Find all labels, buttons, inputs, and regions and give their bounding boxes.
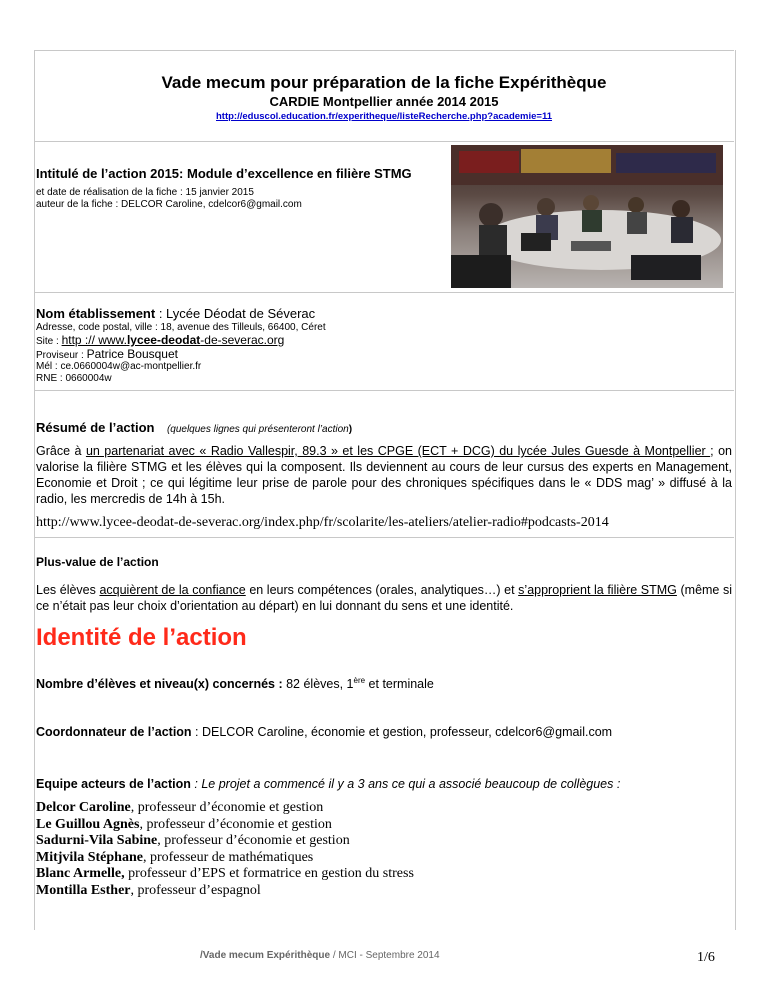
resume-label: Résumé de l’action — [36, 420, 155, 435]
pv-3: (même si ce n’était pas leur choix d’orientation au départ) en lui donnant du sens et une identité. — [36, 583, 732, 613]
proviseur-label: Proviseur : — [36, 350, 87, 361]
proviseur-line — [36, 347, 178, 361]
etablissement-value: : Lycée Déodat de Séverac — [155, 306, 316, 321]
eleves-value: 82 élèves, 1 — [282, 677, 354, 692]
plusvalue-paragraph — [36, 582, 732, 614]
resume-heading — [36, 419, 352, 437]
membre-name: Mitjvila Stéphane — [36, 849, 143, 865]
coord-label: Coordonnateur de l’action — [36, 725, 192, 739]
equipe-line — [36, 777, 620, 791]
membre-item — [36, 817, 414, 834]
footer-bold: /Vade mecum Expérithèque — [200, 950, 331, 961]
footer-text — [200, 950, 440, 961]
eleves-tail: et terminale — [365, 677, 434, 692]
coordonnateur-line — [36, 725, 612, 739]
membre-item — [36, 883, 414, 900]
rne-line: RNE : 0660004w — [36, 373, 112, 384]
class-photo-image — [451, 145, 723, 288]
resume-partner-link: un partenariat avec « Radio Vallespir, 89.3 » et les CPGE (ECT + DCG) du lycée Jules Guesde à Montpellier — [85, 444, 711, 458]
section-divider — [34, 141, 734, 142]
equipe-value: : Le projet a commencé il y a 3 ans ce qui a associé beaucoup de collègues : — [190, 777, 621, 791]
etablissement-heading — [36, 306, 315, 321]
date-line: et date de réalisation de la fiche : 15 janvier 2015 — [36, 187, 254, 198]
podcast-url[interactable]: http://www.lycee-deodat-de-severac.org/index.php/fr/scolarite/les-ateliers/atelier-radio#podcasts-2014 — [36, 515, 609, 530]
membre-role: , professeur d’économie et gestion — [139, 816, 332, 832]
intitule-value: : Module d’excellence en filière STMG — [179, 166, 412, 181]
page-title: Vade mecum pour préparation de la fiche Expérithèque — [161, 73, 607, 92]
membre-name: Blanc Armelle, — [36, 866, 125, 881]
experitheque-link[interactable]: http://eduscol.education.fr/experitheque/listeRecherche.php?academie=11 — [215, 111, 553, 122]
mel-line: Mél : ce.0660004w@ac-montpellier.fr — [36, 361, 202, 372]
membre-item — [36, 833, 414, 850]
site-label: Site : — [36, 336, 62, 347]
membre-role: , professeur de mathématiques — [142, 849, 314, 865]
section-divider — [34, 292, 734, 293]
eleves-label: Nombre d’élèves et niveau(x) concernés : — [36, 677, 283, 692]
page-number: 1/6 — [697, 950, 715, 965]
coord-value: : DELCOR Caroline, économie et gestion, professeur, cdelcor6@gmail.com — [191, 725, 613, 739]
footer-rest: / MCI - Septembre 2014 — [330, 950, 440, 961]
adresse-line: Adresse, code postal, ville : 18, avenue des Tilleuls, 66400, Céret — [36, 322, 326, 333]
eleves-sup: ère — [353, 676, 366, 685]
resume-start: Grâce à — [36, 444, 86, 458]
auteur-line: auteur de la fiche : DELCOR Caroline, cdelcor6@gmail.com — [36, 199, 302, 210]
section-divider — [34, 537, 734, 538]
pv-1: Les élèves — [36, 583, 100, 597]
membre-name: Montilla Esther — [36, 882, 131, 898]
membres-list — [36, 800, 414, 899]
class-photo — [451, 145, 723, 288]
pv-1-u: acquièrent de la confiance — [99, 583, 246, 597]
membre-role: , professeur d’économie et gestion — [130, 800, 324, 815]
resume-hint-close: ) — [348, 424, 353, 435]
intitule-heading — [36, 166, 412, 181]
section-divider — [34, 390, 734, 391]
membre-name: Sadurni-Vila Sabine — [36, 833, 158, 848]
membre-role: , professeur d’espagnol — [130, 882, 261, 898]
resume-paragraph — [36, 443, 732, 507]
identite-heading: Identité de l’action — [36, 624, 247, 651]
resume-hint: (quelques lignes qui présenteront l’action — [166, 424, 349, 435]
site-link[interactable] — [62, 333, 285, 347]
intitule-label: Intitulé de l’action 2015 — [36, 166, 180, 181]
membre-name: Le Guillou Agnès — [36, 816, 140, 832]
site-line — [36, 333, 284, 347]
etablissement-label: Nom établissement — [36, 306, 156, 321]
membre-item — [36, 866, 414, 883]
equipe-label: Equipe acteurs de l’action — [36, 777, 191, 791]
site-link-pre: http :// www. — [61, 333, 127, 347]
site-link-post: -de-severac.org — [200, 333, 285, 347]
pv-2: en leurs compétences (orales, analytiques…) et — [245, 583, 519, 597]
membre-role: , professeur d’économie et gestion — [157, 833, 350, 848]
resume-rest: ; on valorise la filière STMG et les élèves qui la composent. Ils deviennent au cours de leur cursus des experts en Management, Economie et Droit ; ce qui légitime leur prise de parole pour des chroniques spécifiques dans le « DDS mag’ » diffusé à la radio, les mercredis de 14h à 15h. — [36, 444, 732, 506]
membre-item — [36, 800, 414, 817]
eleves-line — [36, 676, 434, 691]
membre-item — [36, 850, 414, 867]
page-subtitle: CARDIE Montpellier année 2014 2015 — [269, 94, 499, 109]
plusvalue-heading: Plus-value de l’action — [36, 555, 159, 569]
site-link-bold: lycee-deodat — [126, 333, 201, 347]
membre-role: professeur d’EPS et formatrice en gestion du stress — [124, 866, 414, 881]
membre-name: Delcor Caroline — [36, 800, 131, 815]
proviseur-name: Patrice Bousquet — [86, 347, 178, 361]
pv-2-u: s’approprient la filière STMG — [518, 583, 677, 597]
frame-top — [34, 50, 734, 51]
